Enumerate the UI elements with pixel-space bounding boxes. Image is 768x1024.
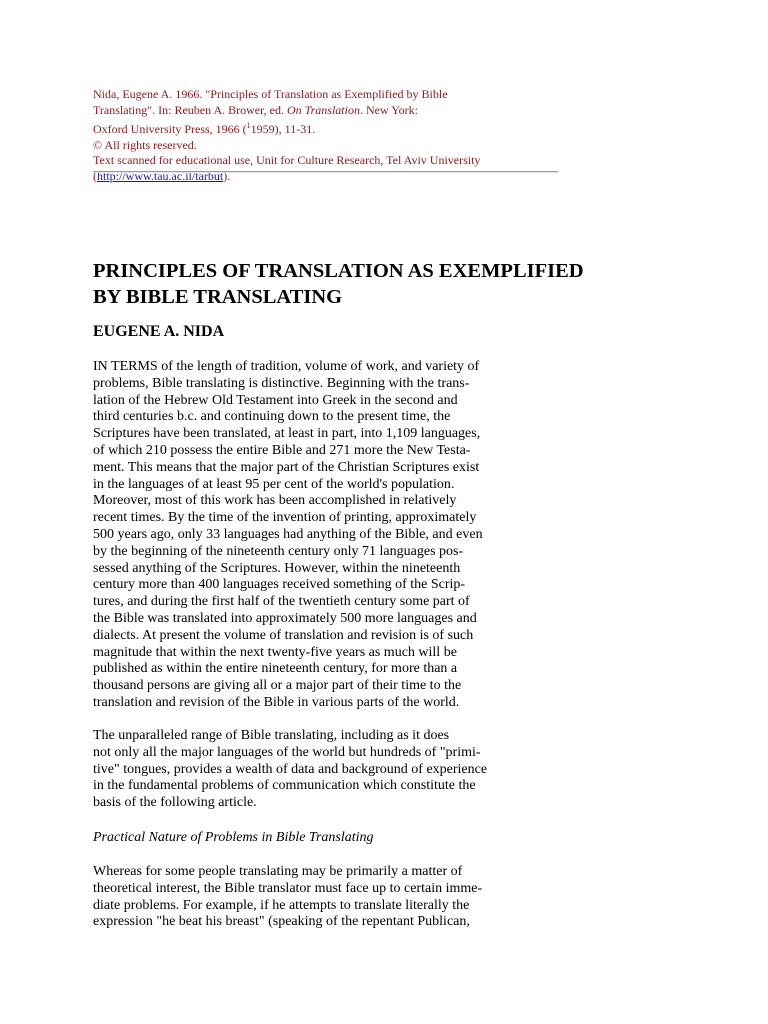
text-line: published as within the entire nineteenth century, for more than a [93,661,458,677]
text-line: in the fundamental problems of communication which constitute the [93,778,476,794]
text-line: theoretical interest, the Bible translator must face up to certain imme- [93,880,483,896]
horizontal-rule [93,171,558,173]
text-line: tures, and during the first half of the twentieth century some part of [93,594,470,610]
text-line: of which 210 possess the entire Bible and 271 more the New Testa- [93,442,471,458]
citation-text: Translating". In: Reuben A. Brower, ed. [93,102,287,117]
title-line: PRINCIPLES OF TRANSLATION AS EXEMPLIFIED [93,260,584,282]
article-title [93,258,713,310]
text-line: dialects. At present the volume of translation and revision is of such [93,627,474,643]
text-line: in the languages of at least 95 per cent of the world's population. [93,476,455,492]
text-line: The unparalleled range of Bible translating, including as it does [93,728,450,743]
section-heading: Practical Nature of Problems in Bible Translating [93,830,374,845]
text-line: IN TERMS of the length of tradition, volume of work, and variety of [93,359,480,374]
text-line: the Bible was translated into approximately 500 more languages and [93,610,477,626]
text-line: by the beginning of the nineteenth century only 71 languages pos- [93,543,464,559]
text-line: thousand persons are giving all or a major part of their time to the [93,678,462,694]
citation-line [93,118,563,138]
paragraph-intro [93,359,543,712]
citation-block [93,87,563,185]
citation-superscript: 1 [246,121,251,131]
source-link[interactable]: http://www.tau.ac.il/tarbut [97,168,224,183]
text-line: not only all the major languages of the world but hundreds of "primi- [93,744,481,760]
article-author: EUGENE A. NIDA [93,323,225,340]
text-line: tive" tongues, provides a wealth of data and background of experience [93,761,488,777]
paragraph-range [93,728,543,812]
text-line: Scriptures have been translated, at least in part, into 1,109 languages, [93,426,481,442]
text-line: recent times. By the time of the invention of printing, approximately [93,510,477,526]
citation-line: Text scanned for educational use, Unit for Culture Research, Tel Aviv University [93,153,481,168]
citation-text: . New York: [359,102,418,117]
text-line: lation of the Hebrew Old Testament into Greek in the second and [93,392,458,408]
text-line: Whereas for some people translating may be primarily a matter of [93,864,463,879]
book-title: On Translation [286,102,360,117]
text-line: magnitude that within the next twenty-five years as much will be [93,644,457,660]
citation-text: 1959), 11-31. [250,122,316,137]
citation-text: ( [93,168,97,183]
citation-text: ). [223,168,231,183]
text-line: 500 years ago, only 33 languages had anything of the Bible, and even [93,526,483,542]
citation-line [93,103,563,119]
text-line: century more than 400 languages received something of the Scrip- [93,577,466,593]
copyright-notice: © All rights reserved. [93,137,197,152]
text-line: sessed anything of the Scriptures. However, within the nineteenth [93,560,461,576]
text-line: translation and revision of the Bible in various parts of the world. [93,694,460,710]
title-line: BY BIBLE TRANSLATING [93,286,343,308]
citation-text: Oxford University Press, 1966 ( [93,122,247,137]
text-line: third centuries b.c. and continuing down to the present time, the [93,409,451,425]
text-line: expression "he beat his breast" (speaking of the repentant Publican, [93,914,470,930]
text-line: Moreover, most of this work has been accomplished in relatively [93,493,457,509]
text-line: basis of the following article. [93,795,257,811]
text-line: problems, Bible translating is distinctive. Beginning with the trans- [93,375,470,391]
text-line: ment. This means that the major part of the Christian Scriptures exist [93,459,480,475]
paragraph-practical [93,864,543,931]
text-line: diate problems. For example, if he attempts to translate literally the [93,897,470,913]
citation-line: Nida, Eugene A. 1966. "Principles of Translation as Exemplified by Bible [93,87,448,101]
